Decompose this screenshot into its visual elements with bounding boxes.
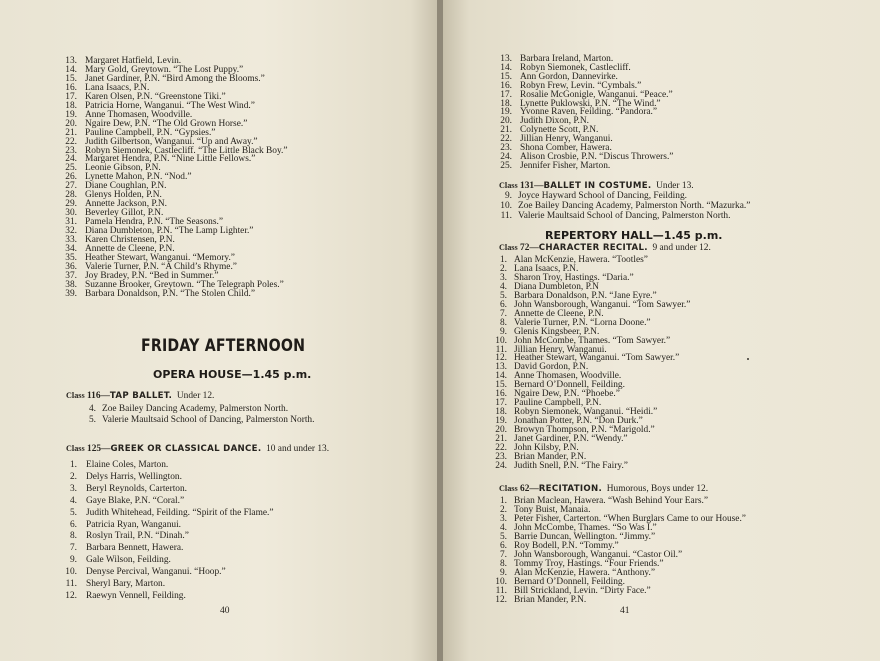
entry-number: 13. xyxy=(65,56,77,66)
entry-text: John McCombe, Thames. “Tom Sawyer.” xyxy=(514,335,671,346)
entry-number: 38. xyxy=(65,279,77,290)
entry-number: 10. xyxy=(495,577,507,587)
entry-text: Anne Thomasen, Woodville. xyxy=(514,371,622,382)
entry-text: Patricia Horne, Wanganui. “The West Wind.” xyxy=(85,100,255,111)
entry-text: Diane Coughlan, P.N. xyxy=(85,181,167,192)
entry-number: 17. xyxy=(65,91,77,102)
print-speck xyxy=(747,358,749,360)
entry-number: 4. xyxy=(88,404,96,414)
entry-number: 11. xyxy=(500,210,512,221)
entry-number: 13. xyxy=(495,362,507,373)
entry-text: John McCombe, Thames. “So Was I.” xyxy=(514,523,657,533)
entry-number: 22. xyxy=(65,136,77,147)
entry-number: 18. xyxy=(500,98,512,109)
class-heading-125: Class 125—GREEK OR CLASSICAL DANCE. 10 and under 13. xyxy=(66,444,330,454)
entry-number: 4. xyxy=(69,495,77,506)
entry-row xyxy=(60,592,186,601)
entry-text: Leonie Gibson, P.N. xyxy=(85,163,161,174)
entry-text: Joyce Hayward School of Dancing, Feilding. xyxy=(518,191,687,201)
entry-text: Jillian Henry, Wanganui. xyxy=(520,134,613,145)
entry-number: 1. xyxy=(69,460,77,470)
entry-number: 14. xyxy=(65,64,77,75)
entry-text: Tony Buist, Manaia. xyxy=(514,505,591,515)
entry-number: 18. xyxy=(495,407,507,418)
entry-number: 3. xyxy=(499,272,507,283)
entry-text: Colynette Scott, P.N. xyxy=(520,125,599,136)
entry-text: Robyn Frew, Levin. “Cymbals.” xyxy=(520,80,642,91)
entry-text: John Wansborough, Wanganui. “Castor Oil.” xyxy=(514,550,683,560)
entry-number: 3. xyxy=(499,514,507,524)
entry-text: Raewyn Vennell, Feilding. xyxy=(86,590,186,601)
entry-number: 20. xyxy=(500,116,512,127)
entry-text: Janet Gardiner, P.N. “Wendy.” xyxy=(514,434,628,444)
entry-text: Annette Jackson, P.N. xyxy=(85,199,168,210)
class-heading-72: Class 72—CHARACTER RECITAL. 9 and under 12. xyxy=(499,243,711,253)
entry-number: 24. xyxy=(500,151,512,162)
entry-row xyxy=(498,212,730,221)
entry-row xyxy=(60,290,255,299)
entry-text: Bill Strickland, Levin. “Dirty Face.” xyxy=(514,586,651,596)
entry-text: Ann Gordon, Dannevirke. xyxy=(520,71,618,82)
entry-number: 27. xyxy=(65,181,77,192)
class-heading-62: Class 62—RECITATION. Humorous, Boys under 12. xyxy=(499,484,709,494)
right-page xyxy=(443,0,880,661)
entry-number: 20. xyxy=(65,118,77,129)
entry-text: John Kilsby, P.N. xyxy=(514,442,579,453)
entry-text: Pamela Hendra, P.N. “The Seasons.” xyxy=(85,217,223,228)
entry-number: 5. xyxy=(69,507,77,518)
entry-text: Brian Mander, P.N. xyxy=(514,451,587,462)
entry-row xyxy=(60,532,189,541)
entry-number: 16. xyxy=(500,80,512,91)
entry-row xyxy=(60,544,183,553)
entry-number: 21. xyxy=(500,125,512,136)
class-heading-131: Class 131—BALLET IN COSTUME. Under 13. xyxy=(499,181,694,191)
entry-text: Robyn Siemonek, Castlecliff. xyxy=(520,62,631,73)
entry-text: Valerie Turner, P.N. “A Child’s Rhyme.” xyxy=(85,261,237,272)
entry-text: Jonathan Potter, P.N. “Don Durk.” xyxy=(514,416,643,427)
entry-text: Jennifer Fisher, Marton. xyxy=(520,160,611,171)
entry-text: Karen Christensen, P.N. xyxy=(85,235,175,245)
entry-number: 19. xyxy=(65,109,77,120)
entry-number: 11. xyxy=(495,344,507,355)
entry-text: Valerie Maultsaid School of Dancing, Palmerston North. xyxy=(102,415,315,426)
entry-number: 36. xyxy=(65,261,77,272)
entry-number: 5. xyxy=(88,415,96,426)
entry-number: 23. xyxy=(495,451,507,462)
entry-text: Heather Stewart, Wanganui. “Memory.” xyxy=(85,252,235,263)
entry-number: 17. xyxy=(495,398,507,409)
entry-number: 19. xyxy=(495,416,507,427)
entry-row xyxy=(60,473,182,482)
entry-row xyxy=(60,497,184,506)
entry-number: 22. xyxy=(500,134,512,145)
entry-number: 7. xyxy=(69,543,77,554)
entry-text: Beryl Reynolds, Carterton. xyxy=(86,483,188,494)
venue-heading: OPERA HOUSE—1.45 p.m. xyxy=(153,368,312,381)
entry-number: 1. xyxy=(499,496,507,506)
entry-text: Beverley Gillot, P.N. xyxy=(85,208,164,219)
entry-row xyxy=(84,405,288,414)
page-number: 40 xyxy=(220,606,230,616)
entry-text: Zoe Bailey Dancing Academy, Palmerston North. “Mazurka.” xyxy=(518,200,751,211)
entry-text: Barbara Ireland, Marton. xyxy=(520,54,614,64)
entry-text: Margaret Hendra, P.N. “Nine Little Fellows.” xyxy=(85,154,256,165)
entry-text: Brian Maclean, Hawera. “Wash Behind Your Ears.” xyxy=(514,496,708,506)
entry-number: 28. xyxy=(65,190,77,201)
entry-number: 19. xyxy=(500,107,512,118)
entry-number: 25. xyxy=(500,160,512,171)
entry-text: Judith Dixon, P.N. xyxy=(520,116,590,127)
entry-text: Alan McKenzie, Hawera. “Tootles” xyxy=(514,255,648,265)
entry-number: 20. xyxy=(495,425,507,436)
entry-text: Zoe Bailey Dancing Academy, Palmerston North. xyxy=(102,404,289,414)
entry-text: Joy Bradey, P.N. “Bed in Summer.” xyxy=(85,270,219,281)
entry-number: 12. xyxy=(495,353,507,364)
entry-text: Barbara Donaldson, P.N. “Jane Eyre.” xyxy=(514,290,657,301)
entry-number: 12. xyxy=(495,595,507,605)
entry-text: Gale Wilson, Feilding. xyxy=(86,555,171,566)
entry-row xyxy=(60,461,168,470)
entry-text: Barbara Donaldson, P.N. “The Stolen Child.” xyxy=(85,288,256,299)
entry-number: 1. xyxy=(499,255,507,265)
entry-text: Bernard O’Donnell, Feilding. xyxy=(514,380,625,391)
entry-number: 7. xyxy=(499,550,507,560)
entry-number: 3. xyxy=(69,483,77,494)
entry-text: Margaret Hatfield, Levin. xyxy=(85,56,182,66)
entry-text: Diana Dumbleton, P.N. “The Lamp Lighter.” xyxy=(85,226,254,237)
entry-text: Yvonne Raven, Feilding. “Pandora.” xyxy=(520,107,658,118)
entry-number: 6. xyxy=(499,299,507,310)
entry-number: 15. xyxy=(495,380,507,391)
entry-number: 31. xyxy=(65,217,77,228)
entry-number: 8. xyxy=(499,559,507,569)
entry-number: 32. xyxy=(65,226,77,237)
entry-text: Peter Fisher, Carterton. “When Burglars Came to our House.” xyxy=(514,514,746,524)
entry-text: Alison Crosbie, P.N. “Discus Throwers.” xyxy=(520,151,674,162)
entry-text: Ngaire Dew, P.N. “The Old Grown Horse.” xyxy=(85,118,248,129)
entry-number: 6. xyxy=(499,541,507,551)
entry-number: 21. xyxy=(65,127,77,138)
entry-row xyxy=(60,580,165,589)
entry-number: 33. xyxy=(65,235,77,245)
entry-text: Valerie Turner, P.N. “Lorna Doone.” xyxy=(514,317,651,328)
entry-number: 34. xyxy=(65,243,77,254)
entry-number: 4. xyxy=(499,523,507,533)
entry-text: Rosalie McGonigle, Wanganui. “Peace.” xyxy=(520,89,673,100)
entry-row xyxy=(60,556,171,565)
entry-number: 15. xyxy=(500,71,512,82)
entry-number: 10. xyxy=(495,335,507,346)
entry-row xyxy=(498,202,750,211)
entry-text: Denyse Percival, Wanganui. “Hoop.” xyxy=(86,567,226,578)
entry-text: Barbara Bennett, Hawera. xyxy=(86,543,184,554)
entry-text: Mary Gold, Greytown. “The Lost Puppy.” xyxy=(85,64,244,75)
entry-text: Lynette Puklowski, P.N. “The Wind.” xyxy=(520,98,661,109)
entry-text: Diana Dumbleton, P.N xyxy=(514,281,599,292)
entry-text: Janet Gardiner, P.N. “Bird Among the Blooms.” xyxy=(85,73,265,84)
entry-number: 39. xyxy=(65,288,77,299)
entry-text: Pauline Campbell, P.N. “Gypsies.” xyxy=(85,127,216,138)
entry-text: Heather Stewart, Wanganui. “Tom Sawyer.” xyxy=(514,353,680,364)
entry-number: 2. xyxy=(499,263,507,274)
entry-number: 11. xyxy=(495,586,507,596)
venue-heading: REPERTORY HALL—1.45 p.m. xyxy=(545,229,723,242)
entry-text: Suzanne Brooker, Greytown. “The Telegraph Poles.” xyxy=(85,279,284,290)
entry-number: 24. xyxy=(65,154,77,165)
entry-number: 9. xyxy=(504,191,512,201)
entry-row xyxy=(84,416,314,425)
entry-number: 2. xyxy=(499,505,507,515)
entry-number: 9. xyxy=(499,326,507,337)
entry-text: Glenis Kingsbeer, P.N. xyxy=(514,326,600,337)
entry-text: Glenys Holden, P.N. xyxy=(85,190,162,201)
entry-number: 6. xyxy=(69,519,77,530)
entry-number: 22. xyxy=(495,442,507,453)
session-title: FRIDAY AFTERNOON xyxy=(141,336,306,355)
entry-number: 8. xyxy=(69,531,77,542)
entry-text: Judith Snell, P.N. “The Fairy.” xyxy=(514,460,628,471)
entry-text: Karen Olsen, P.N. “Greenstone Tiki.” xyxy=(85,91,226,102)
entry-number: 21. xyxy=(495,434,507,444)
entry-text: Sharon Troy, Hastings. “Daria.” xyxy=(514,272,634,283)
entry-text: Pauline Campbell, P.N. xyxy=(514,398,602,409)
entry-text: Judith Gilbertson, Wanganui. “Up and Away.” xyxy=(85,136,258,147)
entry-text: Gaye Blake, P.N. “Coral.” xyxy=(86,495,185,506)
entry-number: 11. xyxy=(65,579,77,589)
entry-row xyxy=(60,568,226,577)
entry-number: 10. xyxy=(65,567,77,578)
entry-number: 4. xyxy=(499,281,507,292)
entry-number: 15. xyxy=(65,73,77,84)
entry-number: 17. xyxy=(500,89,512,100)
entry-text: Annette de Cleene, P.N. xyxy=(85,243,175,254)
entry-number: 5. xyxy=(499,532,507,542)
entry-row xyxy=(60,509,274,518)
page-number: 41 xyxy=(620,606,630,616)
left-page xyxy=(0,0,437,661)
entry-text: Lana Isaacs, P.N. xyxy=(85,82,150,93)
entry-text: Browyn Thompson, P.N. “Marigold.” xyxy=(514,425,655,436)
entry-number: 7. xyxy=(499,308,507,319)
entry-row xyxy=(60,485,187,494)
entry-text: Jillian Henry, Wanganui. xyxy=(514,344,607,355)
entry-row xyxy=(490,462,628,471)
class-heading-116: Class 116—TAP BALLET. Under 12. xyxy=(66,391,215,401)
entry-text: Shona Comber, Hawera. xyxy=(520,143,612,153)
entry-text: Alan McKenzie, Hawera. “Anthony.” xyxy=(514,568,655,578)
entry-number: 2. xyxy=(69,471,77,482)
entry-number: 30. xyxy=(65,208,77,219)
entry-number: 23. xyxy=(65,145,77,156)
entry-number: 23. xyxy=(500,143,512,153)
entry-text: Judith Whitehead, Feilding. “Spirit of the Flame.” xyxy=(86,507,274,518)
entry-text: Tommy Troy, Hastings. “Four Friends.” xyxy=(514,559,664,569)
entry-text: Lana Isaacs, P.N. xyxy=(514,263,579,274)
entry-number: 12. xyxy=(65,590,77,601)
entry-text: Robyn Siemonek, Wanganui. “Heidi.” xyxy=(514,407,658,418)
entry-number: 35. xyxy=(65,252,77,263)
entry-text: Bernard O’Donnell, Feilding. xyxy=(514,577,625,587)
entry-text: Delys Harris, Wellington. xyxy=(86,471,182,482)
entry-number: 5. xyxy=(499,290,507,301)
entry-number: 8. xyxy=(499,317,507,328)
entry-text: David Gordon, P.N. xyxy=(514,362,589,373)
entry-text: Annette de Cleene, P.N. xyxy=(514,308,604,319)
entry-row xyxy=(498,192,687,201)
entry-number: 10. xyxy=(500,200,512,211)
entry-text: Valerie Maultsaid School of Dancing, Palmerston North. xyxy=(518,210,731,221)
entry-number: 9. xyxy=(499,568,507,578)
entry-number: 24. xyxy=(495,460,507,471)
entry-row xyxy=(490,596,586,605)
entry-number: 14. xyxy=(500,62,512,73)
entry-text: Sheryl Bary, Marton. xyxy=(86,579,166,589)
entry-number: 37. xyxy=(65,270,77,281)
entry-number: 25. xyxy=(65,163,77,174)
entry-text: Robyn Siemonek, Castlecliff. “The Little Black Boy.” xyxy=(85,145,288,156)
entry-text: Patricia Ryan, Wanganui. xyxy=(86,519,182,530)
entry-text: Elaine Coles, Marton. xyxy=(86,460,169,470)
entry-number: 13. xyxy=(500,54,512,64)
entry-number: 29. xyxy=(65,199,77,210)
entry-row xyxy=(495,162,610,171)
entry-text: Anne Thomasen, Woodville. xyxy=(85,109,193,120)
entry-row xyxy=(60,521,181,530)
entry-text: Lynette Mahon, P.N. “Nod.” xyxy=(85,172,192,183)
entry-number: 26. xyxy=(65,172,77,183)
entry-text: Ngaire Dew, P.N. “Phoebe.” xyxy=(514,389,620,400)
entry-number: 16. xyxy=(495,389,507,400)
entry-number: 9. xyxy=(69,555,77,566)
entry-text: Barrie Duncan, Wellington. “Jimmy.” xyxy=(514,532,656,542)
entry-text: Roy Bodell, P.N. “Tommy.” xyxy=(514,541,619,551)
entry-text: Roslyn Trail, P.N. “Dinah.” xyxy=(86,531,189,542)
entry-text: John Wansborough, Wanganui. “Tom Sawyer.” xyxy=(514,299,691,310)
entry-number: 18. xyxy=(65,100,77,111)
entry-number: 14. xyxy=(495,371,507,382)
entry-number: 16. xyxy=(65,82,77,93)
entry-text: Brian Mander, P.N. xyxy=(514,595,587,605)
